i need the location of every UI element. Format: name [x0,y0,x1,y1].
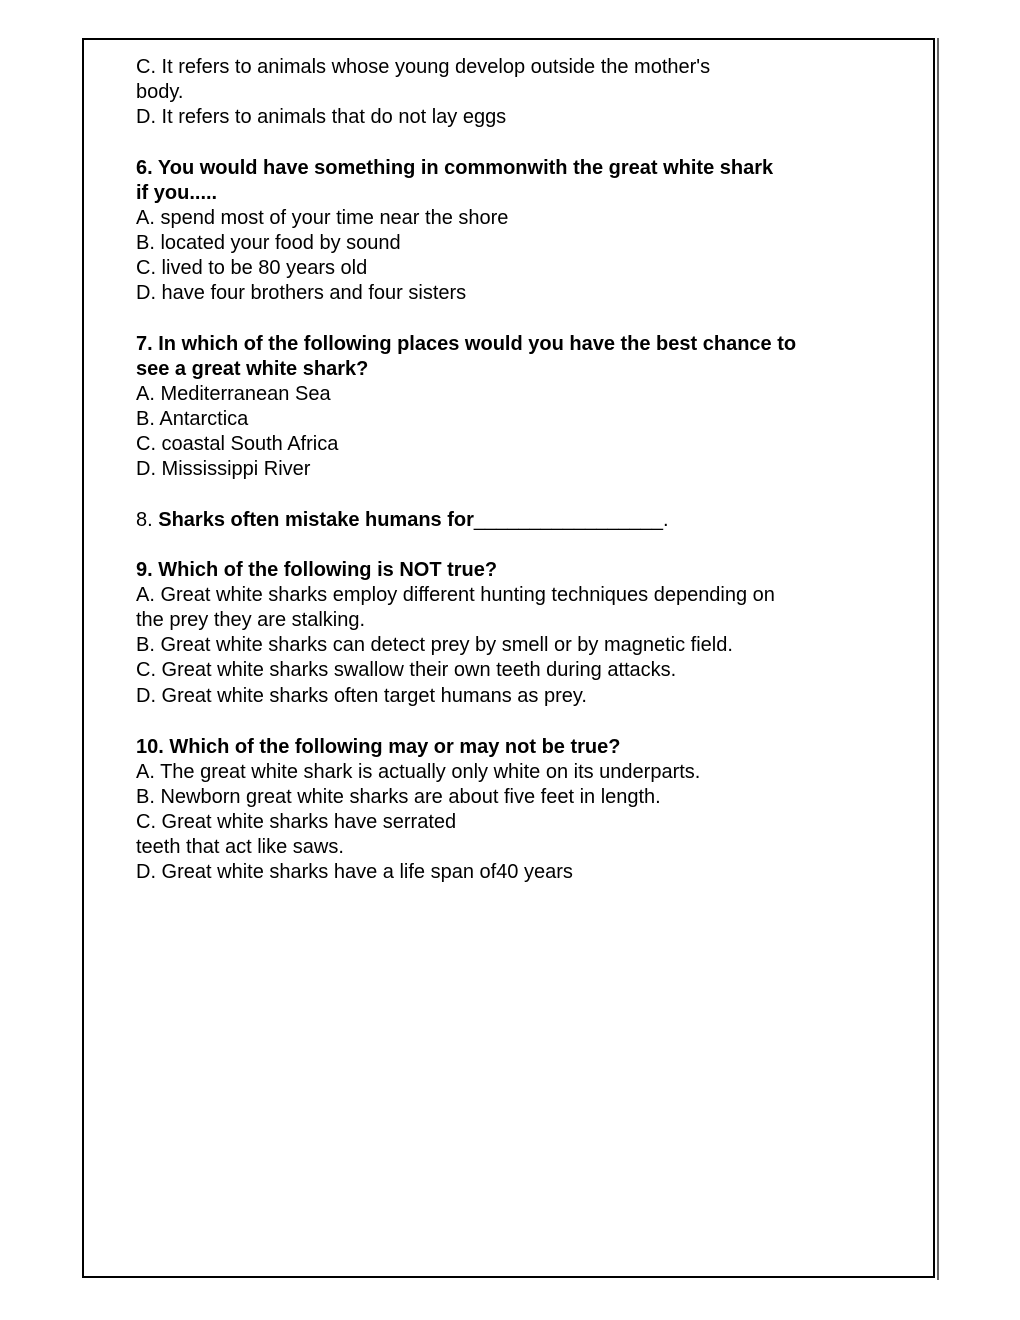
option-a: A. The great white shark is actually only white on its underparts. [136,761,701,783]
option-d: D. Great white sharks often target humans as prey. [136,685,587,707]
option-d: D. Mississippi River [136,458,311,480]
question-number: 8. [136,509,159,531]
option-b: B. Antarctica [136,408,249,430]
option-d: D. Great white sharks have a life span of40 years [136,861,573,883]
question-text: 6. You would have something in commonwith the great white shark [136,157,774,179]
option-d: D. have four brothers and four sisters [136,282,467,304]
option-c-cont: teeth that act like saws. [136,836,344,858]
question-text: 10. Which of the following may or may not be true? [136,736,621,758]
question-text-cont: if you..... [136,182,218,204]
option-c: C. coastal South Africa [136,433,339,455]
option-b: B. Newborn great white sharks are about five feet in length. [136,786,661,808]
option-c: C. Great white sharks have serrated [136,811,457,833]
question-text: Sharks often mistake humans for [158,509,474,531]
option-a: A. Great white sharks employ different hunting techniques depending on [136,584,775,606]
option-c-cont: body. [136,81,184,103]
question-text: 7. In which of the following places would you have the best chance to [136,333,797,355]
answer-blank: _________________. [473,509,669,531]
option-d: D. It refers to animals that do not lay eggs [136,106,507,128]
question-text-cont: see a great white shark? [136,358,369,380]
option-c: C. Great white sharks swallow their own teeth during attacks. [136,659,677,681]
question-text: 9. Which of the following is NOT true? [136,559,498,581]
option-a-cont: the prey they are stalking. [136,609,366,631]
page-border-shadow [937,38,939,1280]
option-a: A. spend most of your time near the shore [136,207,509,229]
option-c: C. It refers to animals whose young develop outside the mother's [136,56,711,78]
option-a: A. Mediterranean Sea [136,383,331,405]
question-8 [136,508,669,532]
option-c: C. lived to be 80 years old [136,257,368,279]
option-b: B. Great white sharks can detect prey by smell or by magnetic field. [136,634,733,656]
option-b: B. located your food by sound [136,232,401,254]
